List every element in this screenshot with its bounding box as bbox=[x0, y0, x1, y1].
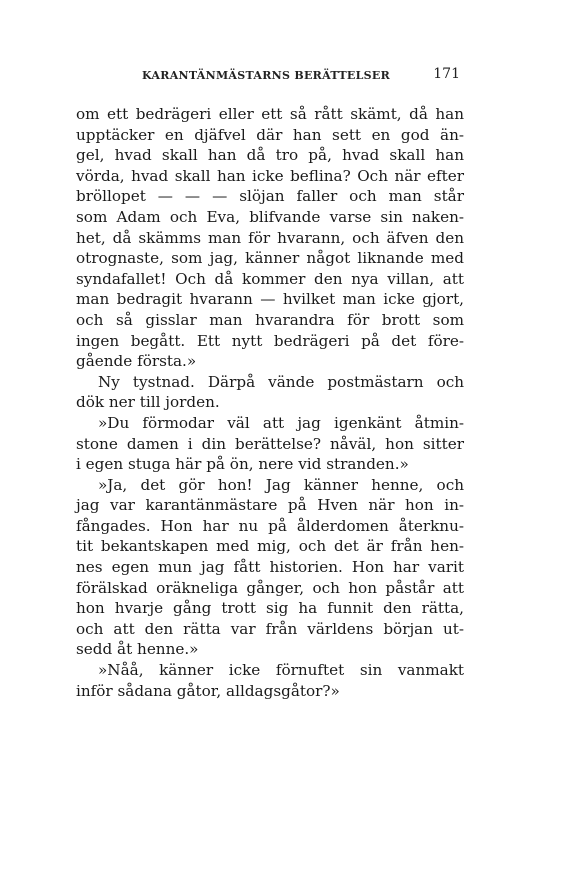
text-line: »Nåå, känner icke förnuftet sin vanmakt bbox=[98, 661, 464, 680]
text-line: otrognaste, som jag, känner något liknande med bbox=[76, 249, 464, 268]
text-line: bröllopet — — — slöjan faller och man står bbox=[76, 187, 464, 206]
paragraph bbox=[76, 104, 464, 372]
text-line: vörda, hvad skall han icke beflina? Och när efter bbox=[76, 166, 464, 185]
text-line: fångades. Hon har nu på ålderdomen återknu- bbox=[76, 516, 464, 535]
text-line: gel, hvad skall han då tro på, hvad skall han bbox=[76, 146, 464, 165]
text-line: och att den rätta var från världens början ut- bbox=[76, 619, 464, 638]
text-line: och så gisslar man hvarandra för brott som bbox=[76, 310, 464, 329]
text-line: man bedragit hvarann — hvilket man icke gjort, bbox=[76, 290, 464, 309]
text-line: ingen begått. Ett nytt bedrägeri på det före- bbox=[76, 331, 464, 350]
text-line: stone damen i din berättelse? nåväl, hon sitter bbox=[76, 434, 464, 453]
text-line: sedd åt henne.» bbox=[76, 640, 199, 659]
running-header bbox=[82, 66, 460, 88]
running-header-title: KARANTÄNMÄSTARNS BERÄTTELSER bbox=[142, 69, 391, 82]
text-line: syndafallet! Och då kommer den nya villan, att bbox=[76, 269, 464, 288]
text-line: dök ner till jorden. bbox=[76, 393, 220, 412]
text-line: i egen stuga här på ön, nere vid stranden.» bbox=[76, 455, 409, 474]
paragraph bbox=[76, 372, 464, 413]
paragraph bbox=[76, 660, 464, 701]
text-line: »Ja, det gör hon! Jag känner henne, och bbox=[98, 475, 464, 494]
text-line: som Adam och Eva, blifvande varse sin naken- bbox=[76, 207, 464, 226]
text-line: gående första.» bbox=[76, 352, 197, 371]
text-line: nes egen mun jag fått historien. Hon har varit bbox=[76, 558, 464, 577]
paragraph bbox=[76, 413, 464, 475]
text-line: jag var karantänmästare på Hven när hon in- bbox=[76, 496, 464, 515]
paragraph bbox=[76, 475, 464, 660]
text-line: het, då skämms man för hvarann, och äfven den bbox=[76, 228, 464, 247]
text-line: inför sådana gåtor, alldagsgåtor?» bbox=[76, 681, 340, 700]
body-text bbox=[76, 104, 464, 701]
text-line: hon hvarje gång trott sig ha funnit den rätta, bbox=[76, 599, 464, 618]
page-number: 171 bbox=[433, 66, 460, 82]
text-line: förälskad oräkneliga gånger, och hon påstår att bbox=[76, 578, 464, 597]
text-line: tit bekantskapen med mig, och det är från hen- bbox=[76, 537, 464, 556]
text-line: »Du förmodar väl att jag igenkänt åtmin- bbox=[98, 413, 464, 432]
text-line: upptäcker en djäfvel där han sett en god än- bbox=[76, 125, 464, 144]
text-line: Ny tystnad. Därpå vände postmästarn och bbox=[98, 372, 464, 391]
text-line: om ett bedrägeri eller ett så rått skämt, då han bbox=[76, 105, 464, 123]
